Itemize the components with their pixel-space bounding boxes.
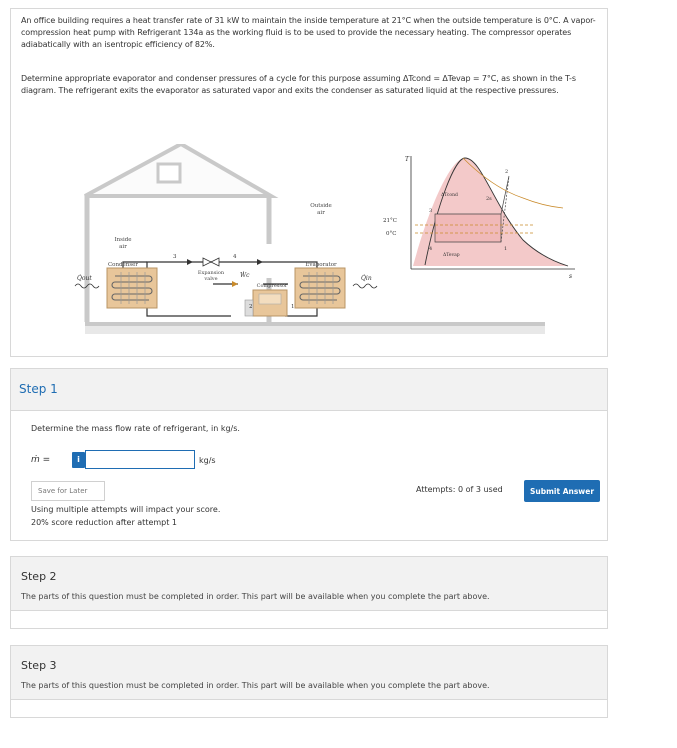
submit-answer-button[interactable]: Submit Answer [524,480,600,502]
compressor [245,290,287,316]
expansion-valve-label: Expansion [197,270,225,276]
condenser-label: Condenser [107,262,139,268]
step-2-panel [10,556,608,629]
step-2-description: The parts of this question must be completed in order. This part will be available when you complete the part above. [21,592,490,601]
compressor-label: Compressor [256,283,288,289]
heat-in-wave [353,284,377,288]
evaporator-label: Evaporator [305,262,337,268]
ts-21c-label: 21°C [383,218,397,224]
ts-t-axis: T [405,156,410,163]
heat-pump-figure [63,144,593,344]
mass-flow-input[interactable] [85,450,195,469]
mass-flow-variable: ṁ = [31,455,51,465]
expansion-valve-label-2: valve [204,276,218,282]
step-3-title: Step 3 [21,659,57,672]
attempts-note: Using multiple attempts will impact your score. [31,505,221,514]
attempts-counter: Attempts: 0 of 3 used [416,485,503,494]
step-1-panel [10,368,608,541]
problem-paragraph-1: An office building requires a heat transfer rate of 31 kW to maintain the inside temperature at 21°C when the outside temperature is 0°C. A vapor-compression heat pump with Refrigerant 134a as the working fluid is to be used to provide the necessary heating. The compressor operates adiabatically with an isentropic efficiency of 82%. [21,16,596,49]
ts-state-2s-label: 2s [486,196,492,202]
problem-statement [10,8,608,357]
expansion-valve [203,258,219,266]
condenser [107,268,157,308]
state-1-label: 1 [291,304,295,310]
q-in-label: Q̇in [361,275,372,282]
step-3-header [11,646,607,700]
inside-air-label: Inside [114,237,132,243]
info-icon[interactable]: i [72,452,85,468]
problem-paragraph-2: Determine appropriate evaporator and condenser pressures of a cycle for this purpose assuming ΔTcond = ΔTevap = 7°C, as shown in the T-s diagram. The refrigerant exits the evaporator as saturated vapor and exits the condenser as saturated liquid at the respective pressures. [21,74,576,95]
step-2-header [11,557,607,611]
step-3-panel [10,645,608,718]
state-3-label: 3 [173,254,177,260]
step-1-question: Determine the mass flow rate of refrigerant, in kg/s. [31,424,240,433]
evaporator [295,268,345,308]
q-out-label: Q̇out [77,275,92,282]
state-2-label: 2 [249,304,253,310]
ts-dt-evap: ΔTevap [443,253,460,258]
ts-state-2-label: 2 [505,169,509,175]
save-for-later-button[interactable]: Save for Later [31,481,105,501]
step-1-header [11,369,607,411]
ts-diagram [411,156,575,269]
outside-air-label: Outside [310,203,332,209]
ts-state-4-label: 4 [429,246,433,252]
step-2-title: Step 2 [21,570,57,583]
state-4-label: 4 [233,254,237,260]
inside-air-label-2: air [119,244,127,250]
ts-state-1-label: 1 [504,246,508,252]
compressor-work-label: Ẇc [240,272,250,279]
step-1-title: Step 1 [19,382,58,396]
ts-0c-label: 0°C [386,231,397,237]
unit-label: kg/s [199,456,216,465]
step-3-description: The parts of this question must be completed in order. This part will be available when you complete the part above. [21,681,490,690]
ts-s-axis: s [569,273,573,280]
score-reduction-note: 20% score reduction after attempt 1 [31,518,178,527]
ts-state-3-label: 3 [429,208,433,214]
ts-dt-cond: ΔTcond [441,193,458,198]
outside-air-label-2: air [317,210,325,216]
